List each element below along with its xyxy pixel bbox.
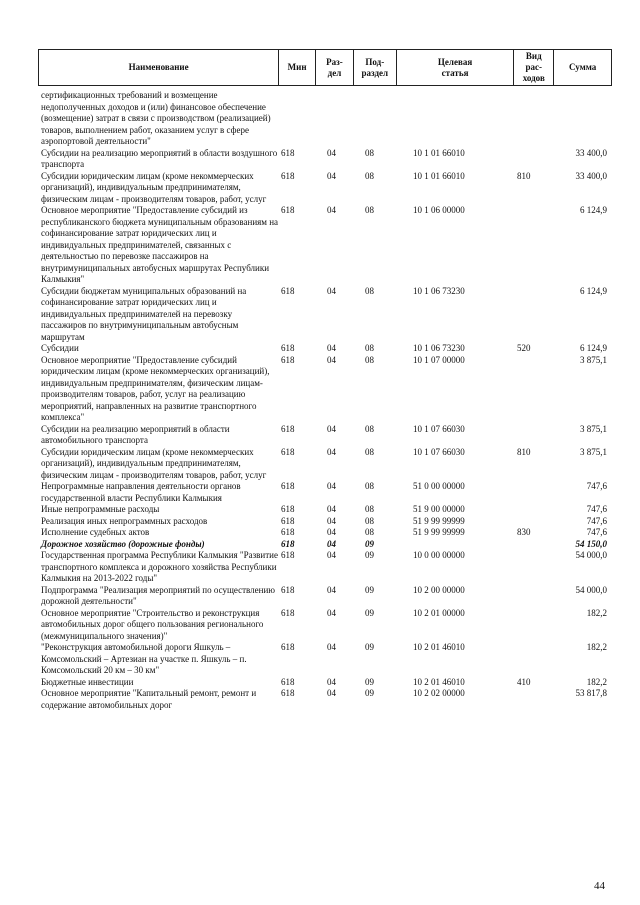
cell-podrazdel: 09 [365,550,374,560]
cell-summa: 747,6 [586,481,607,491]
table-row [41,148,607,171]
cell-podrazdel: 09 [365,642,374,652]
cell-vid: 810 [517,446,531,457]
cell-podrazdel: 08 [365,285,374,296]
cell-razdel: 04 [327,676,336,687]
cell-celevaya: 10 1 01 66010 [413,147,465,158]
cell-name: Исполнение судебных актов [41,527,150,537]
cell-razdel: 04 [327,527,336,537]
cell-podrazdel: 08 [365,527,374,537]
cell-summa: 182,2 [586,607,607,618]
cell-name: Субсидии на реализацию мероприятий в области автомобильного транспорта [41,423,230,445]
cell-name: Субсидии юридическим лицам (кроме некоммерческих организаций), индивидуальным предпринимателям, физическим лицам - производителям товаров, работ, услуг [41,170,267,204]
cell-celevaya: 10 1 06 00000 [413,205,465,215]
cell-min: 618 [281,354,295,365]
cell-name: Государственная программа Республики Калмыкия "Развитие транспортного комплекса и дорожного хозяйства Республики Калмыкия на 2013-2022 годы" [41,550,278,583]
cell-celevaya: 10 1 07 66030 [413,446,465,457]
cell-min: 618 [281,515,295,526]
cell-podrazdel: 08 [365,481,374,491]
header-celevaya: Целевая статья [397,50,515,85]
cell-razdel: 04 [327,504,336,514]
cell-razdel: 04 [327,446,336,457]
table-row [41,205,607,286]
cell-min [281,90,317,148]
table-row [41,424,607,447]
cell-summa: 6 124,9 [580,205,607,215]
cell-podrazdel: 09 [365,676,374,687]
cell-vid [511,148,551,171]
cell-podrazdel: 08 [365,446,374,457]
cell-podrazdel: 09 [365,607,374,618]
cell-min: 618 [281,538,295,549]
cell-name: Субсидии [41,343,79,353]
cell-summa: 6 124,9 [580,285,607,296]
cell-min: 618 [281,527,295,537]
cell-summa: 6 124,9 [580,343,607,353]
cell-vid [511,608,551,643]
cell-summa: 33 400,0 [575,147,607,158]
cell-celevaya: 51 0 00 00000 [413,481,465,491]
cell-summa: 53 817,8 [575,688,607,698]
cell-celevaya [399,90,511,148]
cell-podrazdel: 08 [365,343,374,353]
cell-summa: 747,6 [586,527,607,537]
cell-min: 618 [281,285,295,296]
page-number: 44 [594,880,605,892]
cell-podrazdel: 09 [365,538,374,549]
table-header [38,49,612,86]
cell-min: 618 [281,446,295,457]
cell-razdel: 04 [327,550,336,560]
table-row [41,286,607,344]
cell-name: "Реконструкция автомобильной дороги Яшкуль – Комсомольский – Артезиан на участке п. Яшкуль – п. Комсомольский 20 км – 30 км" [41,642,247,675]
cell-min: 618 [281,423,295,434]
cell-vid [511,90,551,148]
header-summa: Сумма [568,62,597,72]
table-row [41,539,607,551]
cell-podrazdel: 08 [365,504,374,514]
cell-name: Субсидии на реализацию мероприятий в области воздушного транспорта [41,147,278,169]
cell-vid [511,516,551,528]
cell-vid [511,286,551,344]
cell-razdel: 04 [327,584,336,595]
header-razdel: Раз- дел [316,50,354,85]
cell-min: 618 [281,504,295,514]
cell-vid: 810 [517,170,531,181]
cell-celevaya [399,539,511,551]
cell-razdel: 04 [327,688,336,698]
cell-razdel: 04 [327,607,336,618]
cell-razdel: 04 [327,343,336,353]
cell-name: Дорожное хозяйство (дорожные фонды) [41,538,205,549]
cell-podrazdel [355,90,399,148]
cell-razdel: 04 [327,147,336,158]
cell-razdel: 04 [327,481,336,491]
cell-vid [511,504,551,516]
cell-name: Иные непрограммные расходы [41,504,160,514]
cell-name: Непрограммные направления деятельности органов государственной власти Республики Калмыкия [41,481,241,503]
cell-name: Бюджетные инвестиции [41,676,134,687]
cell-celevaya: 10 1 06 73230 [413,343,465,353]
header-vid: Вид рас- ходов [514,50,554,85]
cell-vid [511,205,551,286]
table-row [41,608,607,643]
cell-podrazdel: 08 [365,354,374,365]
table-row [41,550,607,585]
cell-celevaya: 51 9 99 99999 [413,515,465,526]
cell-vid [511,642,551,677]
cell-summa: 747,6 [586,515,607,526]
cell-vid [511,424,551,447]
cell-celevaya: 10 2 02 00000 [413,688,465,698]
cell-celevaya: 10 2 01 46010 [413,676,465,687]
table-row [41,481,607,504]
cell-summa: 3 875,1 [580,354,607,365]
header-name: Наименование [39,50,279,85]
cell-podrazdel: 08 [365,515,374,526]
cell-min: 618 [281,205,295,215]
cell-name: Основное мероприятие "Капитальный ремонт, ремонт и содержание автомобильных дорог [41,688,257,710]
cell-summa: 54 000,0 [575,584,607,595]
table-row [41,171,607,206]
cell-min: 618 [281,688,295,698]
cell-vid [511,550,551,585]
cell-vid: 830 [517,527,531,537]
cell-summa [551,90,607,148]
cell-min: 618 [281,607,295,618]
header-min: Мин [279,50,316,85]
cell-name: Субсидии бюджетам муниципальных образований на софинансирование затрат юридических лиц и индивидуальных предпринимателей на перевозку пассажиров по внутримуниципальным автобусным маршрутам [41,285,247,342]
table-row [41,688,607,711]
cell-celevaya: 10 2 01 00000 [413,607,465,618]
cell-summa: 33 400,0 [575,170,607,181]
cell-name: Основное мероприятие "Предоставление субсидий юридическим лицам (кроме некоммерческих организаций), индивидуальным предпринимателям, физическим лицам-производителям товаров, работ, услуг на реализацию мероприятий, направленных на развитие транспортного комплекса" [41,354,270,422]
cell-name: Субсидии юридическим лицам (кроме некоммерческих организаций), индивидуальным предпринимателям, физическим лицам - производителям товаров, работ, услуг [41,446,267,480]
cell-min: 618 [281,147,295,158]
cell-name: сертификационных требований и возмещение недополученных доходов и (или) финансовое обеспечение (возмещение) затрат в связи с производством (реализацией) товаров, выполнением работ, оказанием услуг в сфере аэропортовой деятельности" [41,90,271,146]
cell-razdel: 04 [327,205,336,215]
cell-min: 618 [281,170,295,181]
cell-razdel: 04 [327,285,336,296]
cell-podrazdel: 09 [365,688,374,698]
table-row [41,355,607,424]
table-row [41,527,607,539]
cell-summa: 54 150,0 [575,538,607,549]
cell-vid [511,585,551,608]
cell-summa: 3 875,1 [580,446,607,457]
table-row [41,642,607,677]
cell-vid: 520 [517,343,531,353]
cell-vid [511,688,551,711]
cell-razdel: 04 [327,515,336,526]
cell-celevaya: 10 1 07 66030 [413,423,465,434]
cell-min: 618 [281,481,295,491]
cell-min: 618 [281,584,295,595]
header-podrazdel: Под- раздел [354,50,397,85]
cell-name: Основное мероприятие "Строительство и реконструкция автомобильных дорог общего пользования регионального (межмуниципального значения)" [41,607,264,641]
table-row [41,90,607,148]
cell-min: 618 [281,642,295,652]
cell-min: 618 [281,343,295,353]
cell-celevaya: 10 1 07 00000 [413,354,465,365]
cell-podrazdel: 08 [365,170,374,181]
cell-name: Подпрограмма "Реализация мероприятий по осуществлению дорожной деятельности" [41,584,276,606]
cell-summa: 182,2 [586,642,607,652]
cell-vid [511,481,551,504]
cell-razdel: 04 [327,170,336,181]
cell-celevaya: 10 2 00 00000 [413,584,465,595]
cell-name: Основное мероприятие "Предоставление субсидий из республиканского бюджета муниципальным образованиям на софинансирование затрат юридических лиц и индивидуальных предпринимателей, связанных с деятельностью по перевозке пассажиров на внутримуниципальных автобусных маршрутах Республики Калмыкия" [41,205,279,284]
cell-min: 618 [281,550,295,560]
cell-podrazdel: 09 [365,584,374,595]
cell-min: 618 [281,676,295,687]
cell-summa: 3 875,1 [580,423,607,434]
table-row [41,585,607,608]
cell-razdel: 04 [327,538,336,549]
table-row [41,447,607,482]
cell-razdel [317,90,355,148]
cell-razdel: 04 [327,354,336,365]
table-row [41,343,607,355]
cell-razdel: 04 [327,642,336,652]
cell-vid [511,539,551,551]
cell-podrazdel: 08 [365,423,374,434]
cell-razdel: 04 [327,423,336,434]
cell-summa: 747,6 [586,504,607,514]
table-body [41,90,607,711]
cell-podrazdel: 08 [365,147,374,158]
cell-celevaya: 10 1 01 66010 [413,170,465,181]
cell-summa: 54 000,0 [575,550,607,560]
cell-name: Реализация иных непрограммных расходов [41,515,208,526]
table-row [41,504,607,516]
cell-celevaya: 51 9 99 99999 [413,527,465,537]
cell-celevaya: 10 0 00 00000 [413,550,465,560]
table-row [41,516,607,528]
table-row [41,677,607,689]
cell-vid [511,355,551,424]
cell-summa: 182,2 [586,676,607,687]
cell-celevaya: 10 2 01 46010 [413,642,465,652]
cell-podrazdel: 08 [365,205,374,215]
cell-celevaya: 51 9 00 00000 [413,504,465,514]
cell-celevaya: 10 1 06 73230 [413,285,465,296]
cell-vid: 410 [517,676,531,687]
